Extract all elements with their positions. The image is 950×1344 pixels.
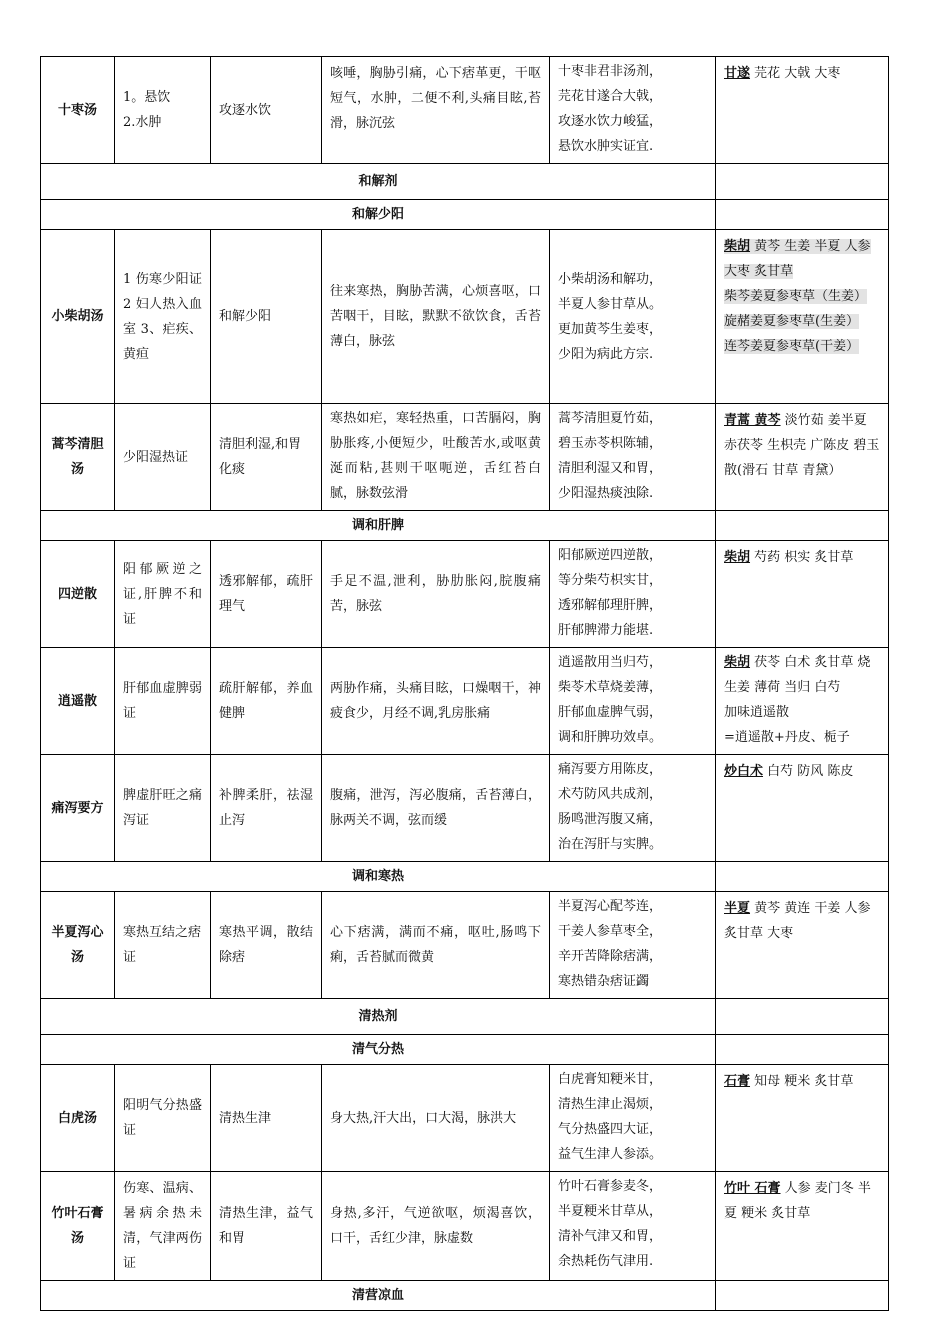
subsection-row <box>41 1035 889 1065</box>
subsection-row <box>41 200 889 230</box>
song-cell <box>550 230 716 404</box>
indication-cell: 寒热互结之痞证 <box>115 892 211 999</box>
variant-note: =逍遥散+丹皮、栀子 <box>724 730 850 745</box>
symptoms-cell: 咳唾，胸胁引痛，心下痞革更，干呕短气，水肿，二便不利,头痛目眩,苔滑，脉沉弦 <box>322 57 550 164</box>
song-line: 半夏粳米甘草从， <box>558 1204 663 1219</box>
chief-herb: 半夏 <box>724 901 751 916</box>
symptoms-cell: 身热,多汗，气逆欲呕，烦渴喜饮，口干，舌红少津，脉虚数 <box>322 1172 550 1281</box>
song-line: 柴苓术草烧姜薄， <box>558 680 663 695</box>
formula-name: 痛泻要方 <box>41 755 115 862</box>
song-line: 益气生津人参添。 <box>558 1147 663 1162</box>
empty-cell <box>716 862 889 892</box>
song-line: 清补气津又和胃， <box>558 1229 663 1244</box>
song-line: 痛泻要方用陈皮， <box>558 762 663 777</box>
song-line: 干姜人参草枣全， <box>558 924 663 939</box>
song-line: 竹叶石膏参麦冬， <box>558 1179 663 1194</box>
formula-name: 逍遥散 <box>41 648 115 755</box>
herbs-cell <box>716 57 889 164</box>
empty-cell <box>716 999 889 1035</box>
herbs-cell <box>716 755 889 862</box>
empty-cell <box>716 1281 889 1311</box>
herbs-cell <box>716 1172 889 1281</box>
method-cell: 清热生津，益气和胃 <box>211 1172 322 1281</box>
song-line: 半夏人参甘草从。 <box>558 296 663 312</box>
formula-name: 白虎汤 <box>41 1065 115 1172</box>
symptoms-cell: 身大热,汗大出，口大渴，脉洪大 <box>322 1065 550 1172</box>
herbs-cell <box>716 541 889 648</box>
song-line: 悬饮水肿实证宜. <box>558 139 654 154</box>
song-cell <box>550 892 716 999</box>
indication-cell: 1 伤寒少阳证 2 妇人热入血室 3、疟疾、黄疸 <box>115 230 211 404</box>
formula-name: 四逆散 <box>41 541 115 648</box>
song-line: 少阳为病此方宗. <box>558 346 654 362</box>
song-line: 治在泻肝与实脾。 <box>558 837 663 852</box>
formula-row <box>41 541 889 648</box>
subsection-title: 和解少阳 <box>41 200 716 230</box>
chief-herb: 石膏 <box>724 1074 751 1089</box>
formula-row <box>41 57 889 164</box>
section-row <box>41 999 889 1035</box>
method-cell: 和解少阳 <box>211 230 322 404</box>
subsection-title: 清气分热 <box>41 1035 716 1065</box>
method-cell: 疏肝解郁，养血健脾 <box>211 648 322 755</box>
formula-name: 蒿芩清胆汤 <box>41 404 115 511</box>
chief-herb: 炒白术 <box>724 764 764 779</box>
song-line: 辛开苦降除痞满， <box>558 949 663 964</box>
formula-row <box>41 404 889 511</box>
herb-line-highlight <box>724 239 871 279</box>
subsection-row <box>41 511 889 541</box>
song-line: 蒿芩清胆夏竹茹， <box>558 411 663 426</box>
song-line: 等分柴芍枳实甘， <box>558 573 663 588</box>
section-title: 和解剂 <box>41 164 716 200</box>
chief-herb: 柴胡 <box>724 239 751 254</box>
empty-cell <box>716 200 889 230</box>
song-cell <box>550 57 716 164</box>
symptoms-cell: 腹痛，泄泻，泻必腹痛，舌苔薄白，脉两关不调，弦而缓 <box>322 755 550 862</box>
song-line: 肠鸣泄泻腹又痛， <box>558 812 663 827</box>
herbs-cell <box>716 892 889 999</box>
song-line: 清热生津止渴烦， <box>558 1097 663 1112</box>
section-title: 清热剂 <box>41 999 716 1035</box>
indication-cell: 少阳湿热证 <box>115 404 211 511</box>
herb-list: 芍药 枳实 炙甘草 <box>750 550 854 565</box>
symptoms-cell: 往来寒热，胸胁苦满，心烦喜呕，口苦咽干，目眩，默默不欲饮食，舌苔薄白，脉弦 <box>322 230 550 404</box>
herbs-cell <box>716 1065 889 1172</box>
song-line: 术芍防风共成剂， <box>558 787 663 802</box>
chief-herb: 竹叶 石膏 <box>724 1181 781 1196</box>
song-cell <box>550 1172 716 1281</box>
song-line: 十枣非君非汤剂， <box>558 64 663 79</box>
herb-list: 黄芩 黄连 干姜 人参 炙甘草 大枣 <box>724 901 871 941</box>
song-cell <box>550 404 716 511</box>
herb-list: 芫花 大戟 大枣 <box>750 66 841 81</box>
indication-line: 1。悬饮 <box>123 90 171 105</box>
song-line: 清胆利湿又和胃， <box>558 461 663 476</box>
formula-row <box>41 230 889 404</box>
song-line: 逍遥散用当归芍， <box>558 655 663 670</box>
chief-herb: 柴胡 <box>724 550 751 565</box>
song-line: 更加黄芩生姜枣， <box>558 321 663 337</box>
empty-cell <box>716 511 889 541</box>
variant-note: 加味逍遥散 <box>724 705 790 720</box>
section-row <box>41 164 889 200</box>
chief-herb: 青蒿 黄芩 <box>724 413 781 428</box>
herbs-cell <box>716 404 889 511</box>
song-cell <box>550 1065 716 1172</box>
formula-table <box>40 56 889 1311</box>
empty-cell <box>716 164 889 200</box>
indication-cell: 肝郁血虚脾弱证 <box>115 648 211 755</box>
indication-cell: 阳郁厥逆之证,肝脾不和证 <box>115 541 211 648</box>
subsection-title: 清营凉血 <box>41 1281 716 1311</box>
formula-row <box>41 755 889 862</box>
herbs-cell <box>716 230 889 404</box>
song-line: 寒热错杂痞证蠲 <box>558 974 650 989</box>
method-cell: 透邪解郁，疏肝理气 <box>211 541 322 648</box>
formula-row <box>41 648 889 755</box>
song-line: 少阳湿热痰浊除. <box>558 486 654 501</box>
formula-name: 小柴胡汤 <box>41 230 115 404</box>
herb-list: 白芍 防风 陈皮 <box>763 764 854 779</box>
method-cell: 寒热平调，散结除痞 <box>211 892 322 999</box>
method-cell: 清胆利湿,和胃化痰 <box>211 404 322 511</box>
formula-name: 竹叶石膏汤 <box>41 1172 115 1281</box>
method-cell: 攻逐水饮 <box>211 57 322 164</box>
symptoms-cell: 心下痞满，满而不痛，呕吐,肠鸣下痢，舌苔腻而微黄 <box>322 892 550 999</box>
song-line: 白虎膏知粳米甘， <box>558 1072 663 1087</box>
subsection-title: 调和肝脾 <box>41 511 716 541</box>
song-line: 肝郁脾滞力能堪. <box>558 623 654 638</box>
subsection-row <box>41 1281 889 1311</box>
chief-herb: 柴胡 <box>724 655 751 670</box>
formula-row <box>41 1172 889 1281</box>
indication-cell <box>115 57 211 164</box>
indication-cell: 伤寒、温病、暑病余热未清，气津两伤证 <box>115 1172 211 1281</box>
herbs-cell <box>716 648 889 755</box>
formula-row <box>41 892 889 999</box>
song-cell <box>550 541 716 648</box>
song-cell <box>550 755 716 862</box>
formula-name: 半夏泻心汤 <box>41 892 115 999</box>
mnemonic-note: 旋赭姜夏参枣草(生姜） <box>724 314 860 329</box>
song-line: 芫花甘遂合大戟， <box>558 89 663 104</box>
indication-cell: 阳明气分热盛证 <box>115 1065 211 1172</box>
herb-list: 知母 粳米 炙甘草 <box>750 1074 854 1089</box>
method-cell: 清热生津 <box>211 1065 322 1172</box>
song-line: 攻逐水饮力峻猛， <box>558 114 663 129</box>
herb-list: 黄芩 生姜 半夏 人参 大枣 炙甘草 <box>724 239 871 279</box>
mnemonic-note: 柴芩姜夏参枣草（生姜） <box>724 289 868 304</box>
song-line: 余热耗伤气津用. <box>558 1254 654 1269</box>
chief-herb: 甘遂 <box>724 66 751 81</box>
symptoms-cell: 手足不温,泄利，胁肋胀闷,脘腹痛苦，脉弦 <box>322 541 550 648</box>
formula-name: 十枣汤 <box>41 57 115 164</box>
herb-list: 茯苓 白术 炙甘草 烧生姜 薄荷 当归 白芍 <box>724 655 871 695</box>
song-line: 气分热盛四大证， <box>558 1122 663 1137</box>
empty-cell <box>716 1035 889 1065</box>
symptoms-cell: 寒热如疟，寒轻热重，口苦膈闷，胸胁胀疼,小便短少，吐酸苦水,或呕黄涎而粘,甚则干呕呃逆，舌红苔白腻，脉数弦滑 <box>322 404 550 511</box>
herb-list: 淡竹茹 姜半夏 赤茯苓 生枳壳 广陈皮 碧玉散(滑石 甘草 青黛） <box>724 413 880 478</box>
song-line: 调和肝脾功效卓。 <box>558 730 663 745</box>
song-line: 肝郁血虚脾气弱， <box>558 705 663 720</box>
indication-line: 2.水肿 <box>123 115 162 130</box>
herb-list: 人参 麦门冬 半夏 粳米 炙甘草 <box>724 1181 871 1221</box>
song-line: 碧玉赤苓枳陈辅， <box>558 436 663 451</box>
song-cell <box>550 648 716 755</box>
mnemonic-note: 连芩姜夏参枣草(干姜） <box>724 339 860 354</box>
song-line: 小柴胡汤和解功， <box>558 271 663 287</box>
subsection-title: 调和寒热 <box>41 862 716 892</box>
method-cell: 补脾柔肝，祛湿止泻 <box>211 755 322 862</box>
formula-row <box>41 1065 889 1172</box>
indication-cell: 脾虚肝旺之痛泻证 <box>115 755 211 862</box>
symptoms-cell: 两胁作痛，头痛目眩，口燥咽干，神疲食少，月经不调,乳房胀痛 <box>322 648 550 755</box>
song-line: 透邪解郁理肝脾， <box>558 598 663 613</box>
subsection-row <box>41 862 889 892</box>
song-line: 阳郁厥逆四逆散， <box>558 548 663 563</box>
song-line: 半夏泻心配芩连， <box>558 899 663 914</box>
